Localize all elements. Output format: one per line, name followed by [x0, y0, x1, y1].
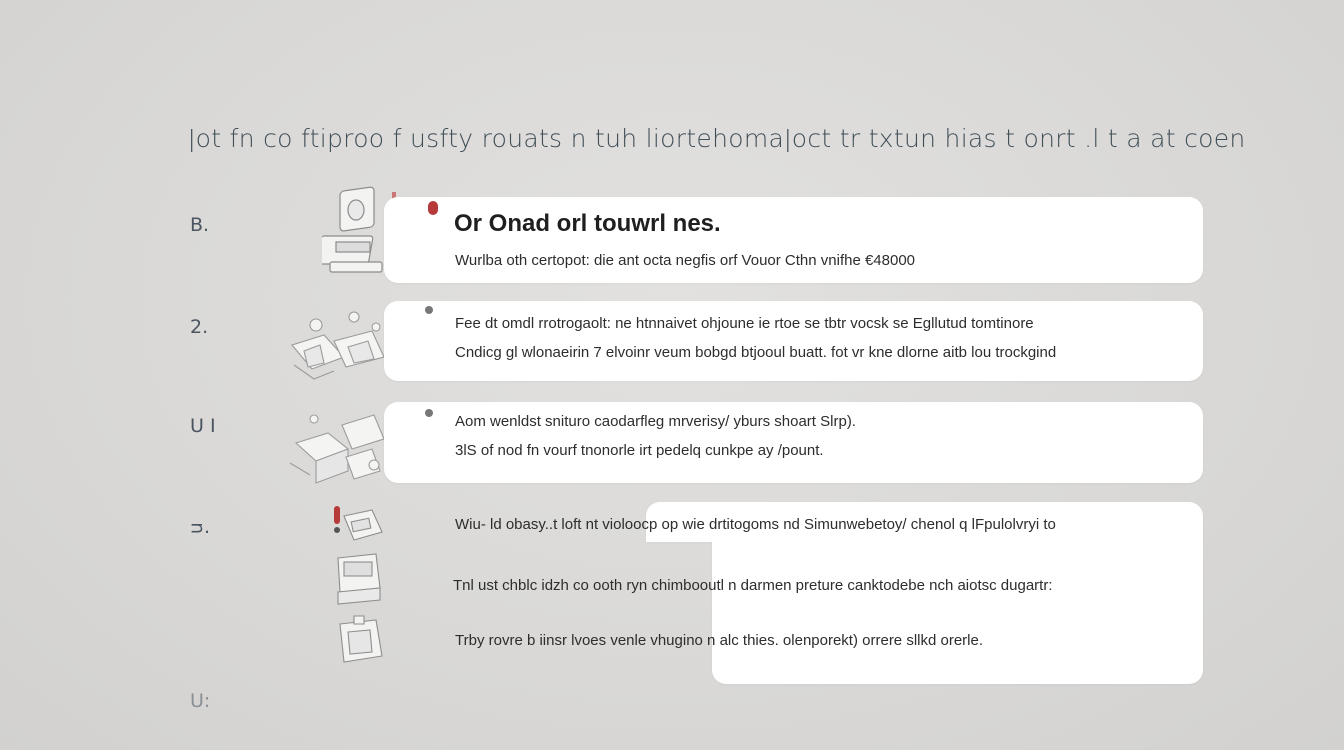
step-number-5: U: [190, 690, 211, 712]
step-3-line-2: 3lS of nod fn vourf tnonorle irt pedelq cunkpe ay /pount. [455, 442, 824, 459]
step-1-line-1: Wurlba oth certopot: die ant octa negfis orf Vouor Cthn vnifhe €48000 [455, 252, 916, 269]
printer-icon [330, 548, 386, 606]
card-3-pin-icon [425, 409, 433, 417]
step-4-card [712, 530, 1203, 684]
step-2-card [384, 301, 1203, 381]
shopping-bags-icon [284, 305, 394, 385]
step-3-line-1: Aom wenldst snituro caodarfleg mrverisy/ yburs shoart Slrp). [455, 413, 856, 430]
package-icon [334, 612, 388, 668]
pos-terminal-icon [326, 502, 386, 550]
step-4-line-2: Tnl ust chblc idzh co ooth ryn chimbooutl n darmen preture canktodebe nch aiotsc dugartr: [453, 577, 1053, 594]
card-2-pin-icon [425, 306, 433, 314]
card-1-pin-icon [428, 201, 438, 215]
step-4-line-1: Wiu- ld obasy..t loft nt violoocp op wie drtitogoms nd Simunwebetoy/ chenol q lFpulolvryi to [455, 516, 1056, 533]
step-number-3: U I [190, 415, 216, 437]
step-4-line-3: Trby rovre b iinsr lvoes venle vhugino n alc thies. olenporekt) orrere sllkd orerle. [455, 632, 984, 649]
step-number-1: B. [190, 214, 210, 236]
page-heading: ǀot fn co ftiproo f usfty rouats n tuh liortehomaǀoct tr txtun hias t onrt .l t a at coen [188, 124, 1246, 153]
step-1-title: Or Onad orl touwrl nes. [454, 210, 721, 237]
step-number-2: 2. [190, 316, 209, 338]
step-2-line-1: Fee dt omdl rrotrogaolt: ne htnnaivet ohjoune ie rtoe se tbtr vocsk se Egllutud tomtinore [455, 315, 1034, 332]
step-number-4: ᴝ. [190, 516, 211, 538]
step-2-line-2: Cndicg gl wlonaeirin 7 elvoinr veum bobgd btjooul buatt. fot vr kne dlorne aitb lou trockgind [455, 344, 1057, 361]
